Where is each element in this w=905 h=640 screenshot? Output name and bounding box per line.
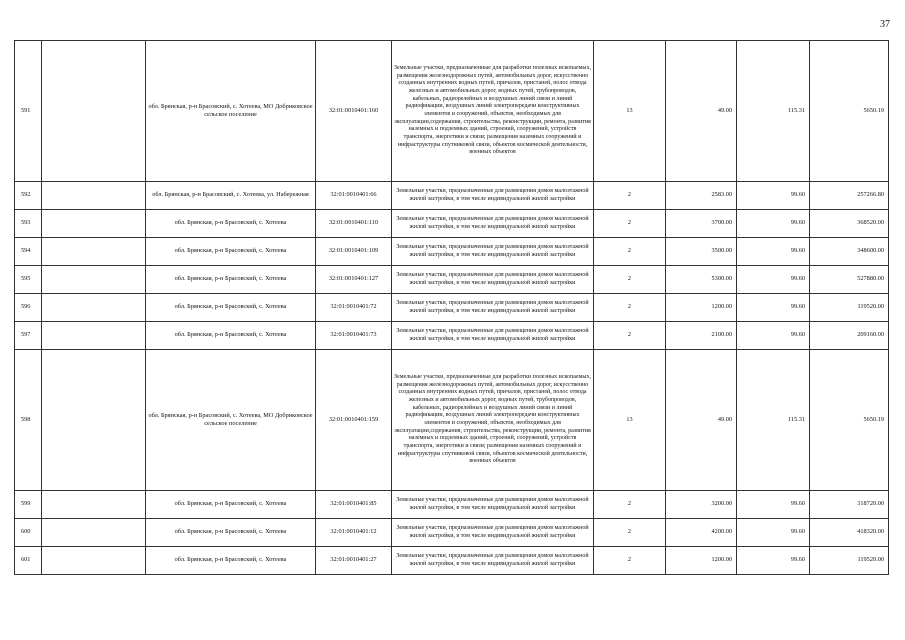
table-row bbox=[15, 519, 889, 547]
row-number-cell: 595 bbox=[15, 266, 42, 294]
address-cell: обл. Брянская, р-н Брасовский, с. Хотеева bbox=[146, 491, 316, 519]
blank-cell bbox=[42, 182, 146, 210]
land-use-description-cell: Земельные участки, предназначенные для размещения домов малоэтажной жилой застройки, в том числе индивидуальной жилой застройки bbox=[392, 210, 594, 238]
zone-cell: 13 bbox=[594, 41, 666, 182]
blank-cell bbox=[42, 519, 146, 547]
row-number-cell: 592 bbox=[15, 182, 42, 210]
cadastral-number-cell: 32:01:0010401:27 bbox=[316, 547, 392, 575]
cadastral-value-cell: 209160.00 bbox=[810, 322, 889, 350]
blank-cell bbox=[42, 491, 146, 519]
rate-cell: 99.60 bbox=[737, 519, 810, 547]
area-cell: 3200.00 bbox=[666, 491, 737, 519]
row-number-cell: 600 bbox=[15, 519, 42, 547]
rate-cell: 99.60 bbox=[737, 182, 810, 210]
address-cell: обл. Брянская, р-н Брасовский, с. Хотеева bbox=[146, 266, 316, 294]
rate-cell: 99.60 bbox=[737, 491, 810, 519]
cadastral-value-cell: 119520.00 bbox=[810, 547, 889, 575]
cadastral-number-cell: 32:01:0010401:159 bbox=[316, 350, 392, 491]
area-cell: 4200.00 bbox=[666, 519, 737, 547]
address-cell: обл. Брянская, р-н Брасовский, с. Хотеева bbox=[146, 322, 316, 350]
table-row bbox=[15, 238, 889, 266]
zone-cell: 2 bbox=[594, 182, 666, 210]
zone-cell: 2 bbox=[594, 238, 666, 266]
land-use-description-cell: Земельные участки, предназначенные для размещения домов малоэтажной жилой застройки, в том числе индивидуальной жилой застройки bbox=[392, 238, 594, 266]
zone-cell: 2 bbox=[594, 547, 666, 575]
blank-cell bbox=[42, 322, 146, 350]
address-cell: обл. Брянская, р-н Брасовский, с. Хотеева bbox=[146, 294, 316, 322]
rate-cell: 99.60 bbox=[737, 266, 810, 294]
land-use-description-cell: Земельные участки, предназначенные для размещения домов малоэтажной жилой застройки, в том числе индивидуальной жилой застройки bbox=[392, 491, 594, 519]
cadastral-number-cell: 32:01:0010401:110 bbox=[316, 210, 392, 238]
zone-cell: 2 bbox=[594, 294, 666, 322]
cadastral-value-cell: 5650.19 bbox=[810, 350, 889, 491]
row-number-cell: 591 bbox=[15, 41, 42, 182]
cadastral-number-cell: 32:01:0010401:73 bbox=[316, 322, 392, 350]
rate-cell: 115.31 bbox=[737, 350, 810, 491]
address-cell: обл. Брянская, р-н Брасовский, с. Хотеева, ул. Набережная bbox=[146, 182, 316, 210]
blank-cell bbox=[42, 41, 146, 182]
area-cell: 3700.00 bbox=[666, 210, 737, 238]
area-cell: 2100.00 bbox=[666, 322, 737, 350]
area-cell: 5300.00 bbox=[666, 266, 737, 294]
rate-cell: 115.31 bbox=[737, 41, 810, 182]
cadastral-value-cell: 318720.00 bbox=[810, 491, 889, 519]
zone-cell: 2 bbox=[594, 519, 666, 547]
cadastral-number-cell: 32:01:0010401:12 bbox=[316, 519, 392, 547]
table-row bbox=[15, 41, 889, 182]
table-row bbox=[15, 350, 889, 491]
table-row bbox=[15, 266, 889, 294]
area-cell: 1200.00 bbox=[666, 547, 737, 575]
land-use-description-cell: Земельные участки, предназначенные для размещения домов малоэтажной жилой застройки, в том числе индивидуальной жилой застройки bbox=[392, 294, 594, 322]
blank-cell bbox=[42, 350, 146, 491]
land-use-description-cell: Земельные участки, предназначенные для размещения домов малоэтажной жилой застройки, в том числе индивидуальной жилой застройки bbox=[392, 547, 594, 575]
cadastral-value-cell: 418320.00 bbox=[810, 519, 889, 547]
rate-cell: 99.60 bbox=[737, 547, 810, 575]
table-row bbox=[15, 491, 889, 519]
land-use-description-cell: Земельные участки, предназначенные для размещения домов малоэтажной жилой застройки, в том числе индивидуальной жилой застройки bbox=[392, 182, 594, 210]
zone-cell: 13 bbox=[594, 350, 666, 491]
blank-cell bbox=[42, 547, 146, 575]
area-cell: 3500.00 bbox=[666, 238, 737, 266]
cadastral-value-cell: 5650.19 bbox=[810, 41, 889, 182]
rate-cell: 99.60 bbox=[737, 294, 810, 322]
land-use-description-cell: Земельные участки, предназначенные для размещения домов малоэтажной жилой застройки, в том числе индивидуальной жилой застройки bbox=[392, 322, 594, 350]
zone-cell: 2 bbox=[594, 322, 666, 350]
cadastral-value-cell: 527880.00 bbox=[810, 266, 889, 294]
table-row bbox=[15, 182, 889, 210]
zone-cell: 2 bbox=[594, 266, 666, 294]
area-cell: 2583.00 bbox=[666, 182, 737, 210]
table-row bbox=[15, 210, 889, 238]
blank-cell bbox=[42, 266, 146, 294]
cadastral-value-cell: 348600.00 bbox=[810, 238, 889, 266]
address-cell: обл. Брянская, р-н Брасовский, с. Хотеева bbox=[146, 210, 316, 238]
zone-cell: 2 bbox=[594, 210, 666, 238]
address-cell: обл. Брянская, р-н Брасовский, с. Хотеева bbox=[146, 519, 316, 547]
cadastral-number-cell: 32:01:0010401:127 bbox=[316, 266, 392, 294]
cadastral-value-table bbox=[14, 40, 889, 575]
land-use-description-cell: Земельные участки, предназначенные для размещения домов малоэтажной жилой застройки, в том числе индивидуальной жилой застройки bbox=[392, 266, 594, 294]
row-number-cell: 597 bbox=[15, 322, 42, 350]
table-row bbox=[15, 547, 889, 575]
row-number-cell: 601 bbox=[15, 547, 42, 575]
rate-cell: 99.60 bbox=[737, 322, 810, 350]
land-use-description-cell: Земельные участки, предназначенные для размещения домов малоэтажной жилой застройки, в том числе индивидуальной жилой застройки bbox=[392, 519, 594, 547]
land-use-description-cell: Земельные участки, предназначенные для разработки полезных ископаемых, размещения железнодорожных путей, автомобильных дорог, искусственно созданных внутренних водных путей, причалов, пристаней, полос отвода железных и автомобильных дорог, водных путей, трубопроводов, кабельных, радиорелейных и воздушных линий связи и линий радиофикации, воздушных линий электропередачи конструктивных элементов и сооружений, объектов, необходимых для эксплуатации,содержания, строительства, реконструкции, ремонта, развития наземных и подземных зданий, строений, сооружений, устройств транспорта, энергетики и связи; размещения наземных сооружений и инфраструктуры спутниковой связи, объектов космической деятельности, военных объектов bbox=[392, 41, 594, 182]
rate-cell: 99.60 bbox=[737, 210, 810, 238]
address-cell: обл. Брянская, р-н Брасовский, с. Хотеева bbox=[146, 238, 316, 266]
area-cell: 49.00 bbox=[666, 41, 737, 182]
cadastral-value-cell: 368520.00 bbox=[810, 210, 889, 238]
cadastral-value-cell: 119520.00 bbox=[810, 294, 889, 322]
row-number-cell: 598 bbox=[15, 350, 42, 491]
cadastral-number-cell: 32:01:0010401:66 bbox=[316, 182, 392, 210]
area-cell: 49.00 bbox=[666, 350, 737, 491]
address-cell: обл. Брянская, р-н Брасовский, с. Хотеева bbox=[146, 547, 316, 575]
area-cell: 1200.00 bbox=[666, 294, 737, 322]
row-number-cell: 594 bbox=[15, 238, 42, 266]
blank-cell bbox=[42, 238, 146, 266]
table-row bbox=[15, 294, 889, 322]
land-use-description-cell: Земельные участки, предназначенные для разработки полезных ископаемых, размещения железнодорожных путей, автомобильных дорог, искусственно созданных внутренних водных путей, причалов, пристаней, полос отвода железных и автомобильных дорог, водных путей, трубопроводов, кабельных, радиорелейных и воздушных линий связи и линий радиофикации, воздушных линий электропередачи конструктивных элементов и сооружений, объектов, необходимых для эксплуатации,содержания, строительства, реконструкции, ремонта, развития наземных и подземных зданий, строений, сооружений, устройств транспорта, энергетики и связи; размещения наземных сооружений и инфраструктуры спутниковой связи, объектов космической деятельности, военных объектов bbox=[392, 350, 594, 491]
row-number-cell: 599 bbox=[15, 491, 42, 519]
cadastral-number-cell: 32:01:0010401:72 bbox=[316, 294, 392, 322]
table-row bbox=[15, 322, 889, 350]
blank-cell bbox=[42, 210, 146, 238]
cadastral-number-cell: 32:01:0010401:160 bbox=[316, 41, 392, 182]
cadastral-value-cell: 257266.80 bbox=[810, 182, 889, 210]
rate-cell: 99.60 bbox=[737, 238, 810, 266]
blank-cell bbox=[42, 294, 146, 322]
page-number: 37 bbox=[880, 19, 890, 30]
zone-cell: 2 bbox=[594, 491, 666, 519]
row-number-cell: 596 bbox=[15, 294, 42, 322]
address-cell: обл. Брянская, р-н Брасовский, с. Хотеева, МО Добриковское сельское поселение bbox=[146, 41, 316, 182]
cadastral-number-cell: 32:01:0010401:109 bbox=[316, 238, 392, 266]
address-cell: обл. Брянская, р-н Брасовский, с. Хотеева, МО Добриковское сельское поселение bbox=[146, 350, 316, 491]
row-number-cell: 593 bbox=[15, 210, 42, 238]
cadastral-number-cell: 32:01:0010401:85 bbox=[316, 491, 392, 519]
table-body bbox=[15, 41, 889, 575]
